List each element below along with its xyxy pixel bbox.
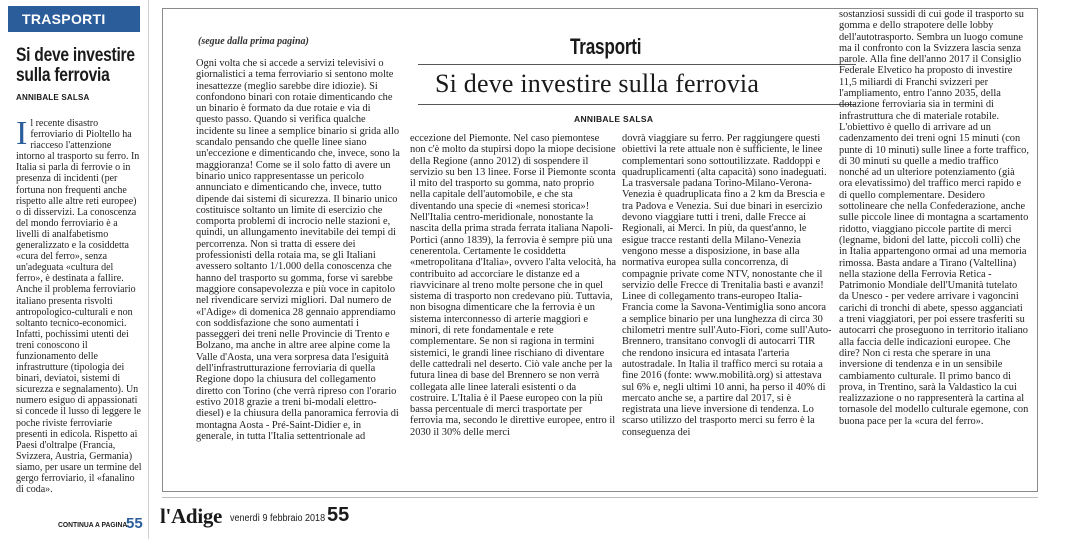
column-divider bbox=[148, 0, 149, 539]
continues-page-number[interactable]: 55 bbox=[126, 515, 143, 532]
front-body-text: l recente disastro ferroviario di Pioltello ha riacceso l'attenzione intorno al trasporto su ferro. In Italia si parla di ferrovie o in presenza di incidenti (per fortuna non frequenti anche rispetto alle altre reti europee) o di disservizi. La conoscenza del mondo ferroviario è a livelli di analfabetismo generalizzato e la cosiddetta «cura del ferro», senza un'adeguata «cultura del ferro», è destinata a fallire. Anche il problema ferroviario italiano presenta risvolti antropologico-culturali e non soltanto tecnico-economici. Infatti, pochissimi utenti dei treni conoscono il funzionamento delle infrastrutture (tipologia dei binari, deviatoi, sistemi di sicurezza e segnalamento). Un numero esiguo di appassionati si concede il lusso di leggere le poche riviste ferroviarie presenti in edicola. Rispetto ai Paesi d'oltralpe (Francia, Svizzera, Austria, Germania) siamo, per usare un termine del gergo ferroviario, il «fanalino di coda». bbox=[16, 118, 142, 496]
front-author: ANNIBALE SALSA bbox=[16, 93, 90, 102]
article-headline: Si deve investire sulla ferrovia bbox=[435, 69, 760, 98]
inside-page bbox=[152, 0, 1066, 539]
article-author: ANNIBALE SALSA bbox=[574, 114, 654, 124]
article-column-3: dovrà viaggiare su ferro. Per raggiungere questi obiettivi la rete attuale non è sufficiente, le linee complementari sono sottoutilizzate. Raddoppi e quadruplicamenti (alta capacità) sono inadeguati. La trasversale padana Torino-Milano-Verona-Venezia è quadruplicata fino a 2 km da Brescia e tra Padova e Venezia. Sui due binari in esercizio devono viaggiare tutti i treni, dalle Frecce ai Regionali, ai Merci. In più, da quest'anno, le esigue tracce restanti della Milano-Venezia vengono messe a disposizione, in base alla normativa europea sulla concorrenza, di compagnie private come NTV, nonostante che il servizio delle Frecce di Trenitalia basti e avanzi! Linee di collegamento trans-europeo Italia-Francia come la Savona-Ventimiglia sono ancora a semplice binario per una lunghezza di circa 30 chilometri mentre sull'Auto-Fiori, come sull'Auto-Brennero, transitano convogli di autocarri TIR che rendono insicura ed intasata l'arteria autostradale. In Italia il traffico merci su rotaia a fine 2016 (fonte: www.mobilità.org) si attestava sul 6% e, negli ultimi 10 anni, ha perso il 40% di mercato anche se, a partire dal 2017, si è registrata una lieve inversione di tendenza. Lo scarso utilizzo del trasporto merci su ferro è la conseguenza dei bbox=[622, 133, 832, 438]
footer-page-number: 55 bbox=[327, 504, 350, 526]
article-column-4: sostanziosi sussidi di cui gode il trasporto su gomma e dello strapotere delle lobby dell'autotrasporto. Sembra un luogo comune ma il confronto con la Svizzera lascia senza parole. Alla fine dell'anno 2017 il Consiglio Federale Elvetico ha proposto di investire 11,5 miliardi di Franchi svizzeri per l'ampliamento, entro l'anno 2035, della dotazione ferroviaria sia in termini di infrastruttura che di materiale rotabile. L'obiettivo è quello di arrivare ad un cadenzamento dei treni ogni 15 minuti (con punte di 10 minuti) sulle linee a forte traffico, di 30 minuti su quelle a medio traffico nonché ad un ulteriore potenziamento (già ora elevatissimo) del traffico merci rapido e di quello complementare. Desidero sottolineare che nella Confederazione, anche sulle piccole linee di montagna a scartamento ridotto, viaggiano piccole partite di merci (legname, bidoni del latte, piccoli colli) che in Italia appartengono ormai ad una memoria rimossa. Basta andare a Tirano (Valtellina) nella stazione della Ferrovia Retica - Patrimonio Mondiale dell'Umanità tutelato da Unesco - per vedere arrivare i vagoncini carichi di tronchi di abete, spesso agganciati a treni viaggiatori, per poi essere trasferiti su autocarri che proseguono in territorio italiano alla faccia delle indicazioni europee. Che dire? Non ci resta che sperare in una inversione di tendenza e in un sensibile cambiamento culturale. Il primo banco di prova, in Trentino, sarà la Valdastico la cui realizzazione o no rappresenterà la cartina al tornasole del modello culturale egemone, con buona pace per la «cura del ferro». bbox=[839, 9, 1029, 427]
headline-rule-bottom bbox=[418, 104, 856, 105]
front-body bbox=[16, 118, 142, 514]
newspaper-masthead: l'Adige bbox=[160, 504, 223, 528]
headline-rule-top bbox=[418, 64, 856, 65]
continues-label: CONTINUA A PAGINA bbox=[58, 520, 128, 529]
continued-from-label: (segue dalla prima pagina) bbox=[198, 36, 309, 47]
front-title: Si deve investire sulla ferrovia bbox=[16, 45, 135, 86]
front-teaser-column bbox=[0, 0, 148, 539]
article-column-2: eccezione del Piemonte. Nel caso piemontese non c'è molto da stupirsi dopo la miope decisione della Regione (anno 2012) di sospendere il servizio su ben 13 linee. Forse il Piemonte sconta il mito del trasporto su gomma, nato proprio nella capitale dell'automobile, e che sta diventando una specie di «nemesi storica»! Nell'Italia centro-meridionale, nonostante la nascita della prima strada ferrata italiana Napoli-Portici (anno 1839), la ferrovia è sempre più una cenerentola. Certamente le cosiddetta «metropolitana d'Italia», ovvero l'alta velocità, ha contribuito ad accorciare le distanze ed a riavvicinare al treno molte persone che in quel sistema di trasporto non credevano più. Tuttavia, non bisogna dimenticare che la ferrovia è un sistema interconnesso di arterie maggiori e minori, di rete fondamentale e rete complementare. Se non si ragiona in termini sistemici, le grandi linee rischiano di diventare delle cattedrali nel deserto. Ciò vale anche per la futura linea di base del Brennero se non verrà collegata alle linee laterali esistenti o da costruire. L'Italia è il Paese europeo con la più bassa percentuale di merci trasportate per ferrovia ma, secondo le direttive europee, entro il 2030 il 30% delle merci bbox=[410, 133, 616, 438]
section-title: Trasporti bbox=[570, 34, 642, 59]
front-dropcap: I bbox=[16, 118, 28, 152]
front-section-label: TRASPORTI bbox=[8, 6, 140, 32]
footer-rule bbox=[162, 497, 1038, 498]
footer-date: venerdì 9 febbraio 2018 bbox=[230, 513, 326, 524]
article-column-1: Ogni volta che si accede a servizi televisivi o giornalistici a tema ferroviario si sentono molte inesattezze (meglio sarebbe dire idiozie). Si confondono binari con rotaie dimenticando che un binario è formato da due rotaie e via di questo passo. Quando si verifica qualche incidente su linee a semplice binario si grida allo scandalo pensando che quelle linee siano un'eccezione e dimenticando che, invece, sono la maggioranza! Come se il solo fatto di avere un binario unico rappresentasse un pericolo annunciato e dimenticando che, invece, tutto dipende dai sistemi di sicurezza. Il binario unico costituisce soltanto un limite di esercizio che comporta problemi di incrocio nelle stazioni e, quindi, un allungamento inevitabile dei tempi di percorrenza. Non si tratta di essere dei professionisti della rotaia ma, se gli Italiani avessero soltanto 1/1.000 della conoscenza che hanno del trasporto su gomma, forse vi sarebbe maggiore consapevolezza e più voce in capitolo nel rivendicare servizi migliori. Dal numero de «l'Adige» di domenica 28 gennaio apprendiamo con soddisfazione che sono aumentati i passeggeri dei treni nelle Provincie di Trento e Bolzano, ma anche in altre aree alpine come la Valle d'Aosta, una vera sorpresa data l'esiguità dell'infrastrutturazione ferroviaria di quella Regione dopo la chiusura del collegamento diretto con Torino (che verrà ripreso con l'orario estivo 2018 grazie a treni bi-modali elettro-diesel) e la chiusura della panoramica ferrovia di montagna Aosta - Pré-Saint-Didier e, in generale, in tutta l'Italia settentrionale ad bbox=[196, 58, 400, 442]
